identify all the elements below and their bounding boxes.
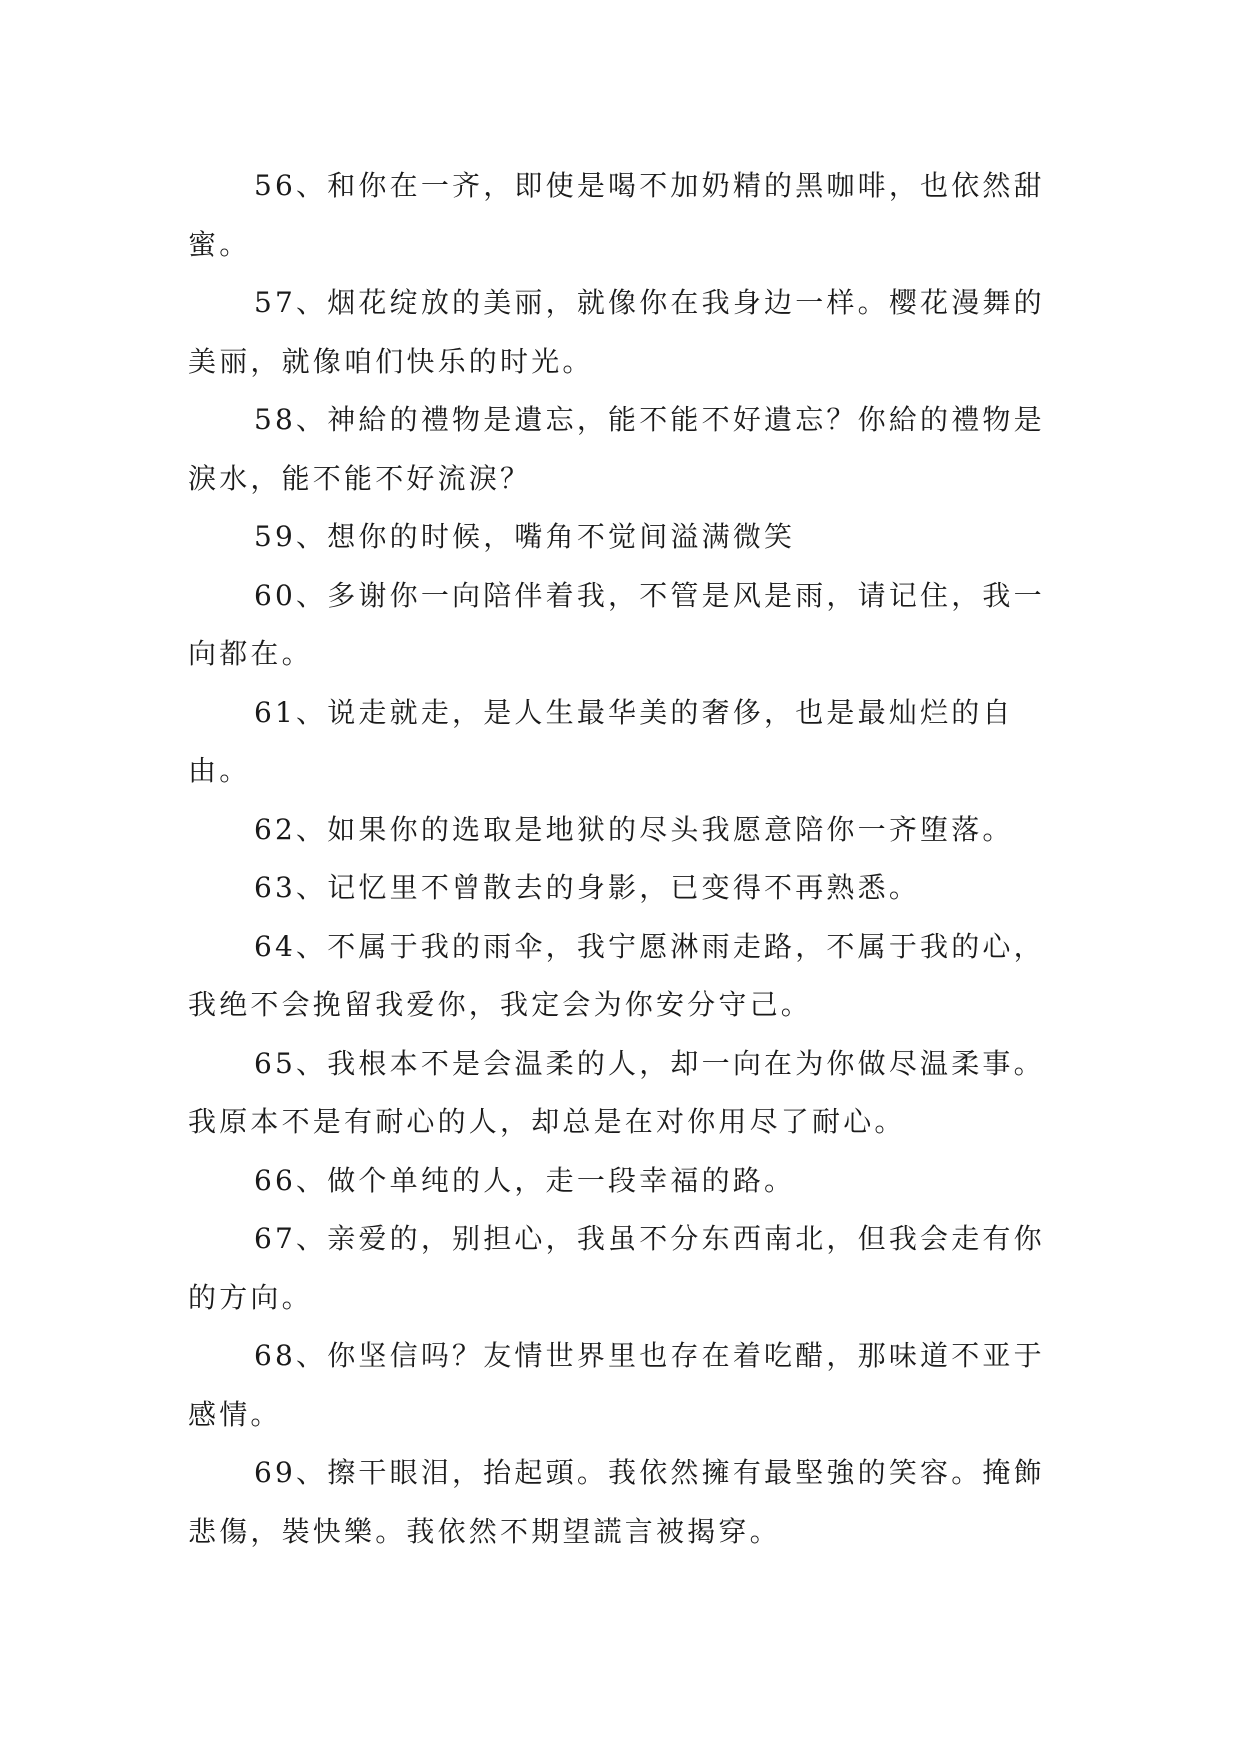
paragraph-66: 66、做个单纯的人，走一段幸福的路。 (254, 1163, 796, 1197)
paragraph-65: 65、我根本不是会温柔的人，却一向在为你做尽温柔事。我原本不是有耐心的人，却总是在对你用尽了耐心。 (188, 1046, 1045, 1138)
paragraph-62: 62、如果你的选取是地狱的尽头我愿意陪你一齐堕落。 (254, 812, 1014, 846)
paragraph-64: 64、不属于我的雨伞，我宁愿淋雨走路，不属于我的心，我绝不会挽留我爱你，我定会为你安分守己。 (188, 929, 1045, 1021)
document-body (188, 157, 1060, 1561)
paragraph-58: 58、神給的禮物是遺忘，能不能不好遺忘？你給的禮物是淚水，能不能不好流淚？ (188, 403, 1045, 495)
paragraph-68: 68、你坚信吗？友情世界里也存在着吃醋，那味道不亚于感情。 (188, 1339, 1045, 1431)
paragraph-69: 69、擦干眼泪，抬起頭。莪依然擁有最堅強的笑容。掩飾悲傷，裝快樂。莪依然不期望謊言被揭穿。 (188, 1456, 1045, 1548)
paragraph-56: 56、和你在一齐，即使是喝不加奶精的黑咖啡，也依然甜蜜。 (188, 169, 1045, 261)
paragraph-61: 61、说走就走，是人生最华美的奢侈，也是最灿烂的自由。 (188, 695, 1014, 787)
paragraph-59: 59、想你的时候，嘴角不觉间溢满微笑 (254, 520, 796, 553)
paragraph-60: 60、多谢你一向陪伴着我，不管是风是雨，请记住，我一向都在。 (188, 578, 1045, 670)
paragraph-67: 67、亲爱的，别担心，我虽不分东西南北，但我会走有你的方向。 (188, 1222, 1045, 1314)
paragraph-63: 63、记忆里不曾散去的身影，已变得不再熟悉。 (254, 871, 921, 904)
paragraph-57: 57、烟花绽放的美丽，就像你在我身边一样。樱花漫舞的美丽，就像咱们快乐的时光。 (188, 286, 1045, 378)
